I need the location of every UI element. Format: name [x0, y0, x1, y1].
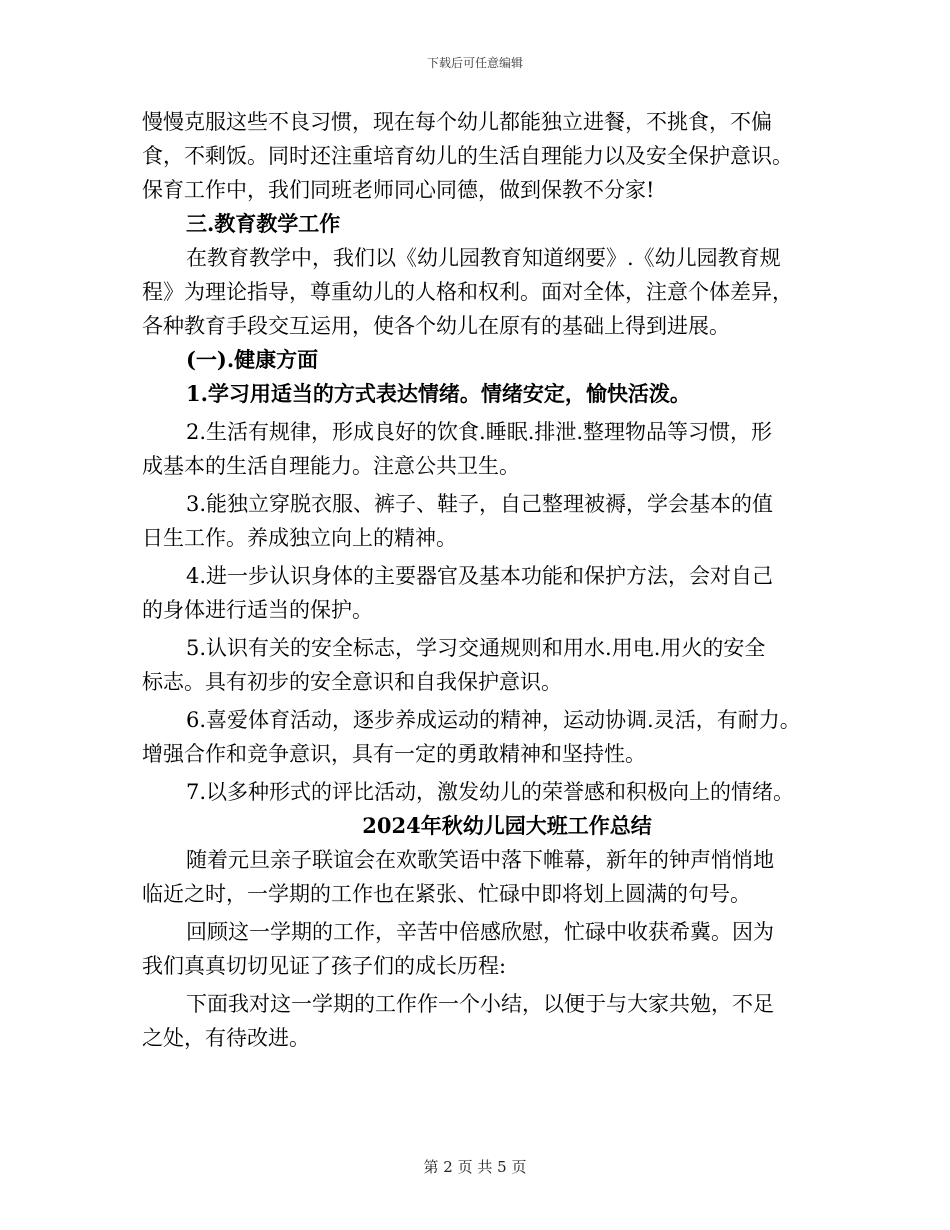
subsection-heading — [142, 343, 832, 377]
text-line: 回顾这一学期的工作，辛苦中倍感欣慰，忙碌中收获希冀。因为 — [186, 920, 774, 944]
text-line: 在教育教学中，我们以《幼儿园教育知道纲要》.《幼儿园教育规 — [186, 246, 781, 270]
text-line: 保育工作中，我们同班老师同心同德，做到保教不分家! — [142, 178, 655, 202]
list-item — [142, 487, 832, 555]
text-line: 下面我对这一学期的工作作一个小结，以便于与大家共勉，不足 — [186, 992, 774, 1016]
paragraph — [142, 843, 832, 911]
paragraph — [142, 987, 832, 1055]
paragraph — [142, 105, 832, 207]
text-line: 6.喜爱体育活动，逐步养成运动的精神，运动协调.灵活，有耐力。 — [186, 708, 801, 732]
list-item — [142, 631, 832, 699]
text-line: 7.以多种形式的评比活动，激发幼儿的荣誉感和积极向上的情绪。 — [186, 780, 795, 804]
text-line: 临近之时，一学期的工作也在紧张、忙碌中即将划上圆满的句号。 — [142, 882, 751, 906]
text-line: 的身体进行适当的保护。 — [142, 598, 373, 622]
text-line: 5.认识有关的安全标志，学习交通规则和用水.用电.用火的安全 — [186, 636, 766, 660]
text-line: 随着元旦亲子联谊会在欢歌笑语中落下帷幕，新年的钟声悄悄地 — [186, 848, 774, 872]
text-line: 增强合作和竞争意识，具有一定的勇敢精神和坚持性。 — [142, 742, 646, 766]
text-line: 我们真真切切见证了孩子们的成长历程: — [142, 954, 507, 978]
page-footer: 第 2 页 共 5 页 — [423, 1158, 527, 1176]
text-line: 各种教育手段交互运用，使各个幼儿在原有的基础上得到进展。 — [142, 314, 730, 338]
text-line: 标志。具有初步的安全意识和自我保护意识。 — [142, 670, 562, 694]
list-item — [142, 703, 832, 771]
text-line: 1.学习用适当的方式表达情绪。情绪安定，愉快活泼。 — [186, 381, 691, 406]
text-line: 3.能独立穿脱衣服、裤子、鞋子，自己整理被褥，学会基本的值 — [186, 492, 774, 516]
list-item — [142, 415, 832, 483]
text-line: 2.生活有规律，形成良好的饮食.睡眠.排泄.整理物品等习惯，形 — [186, 420, 773, 444]
text-line: (一).健康方面 — [186, 347, 319, 372]
text-line: 之处，有待改进。 — [142, 1026, 310, 1050]
text-line: 4.进一步认识身体的主要器官及基本功能和保护方法，会对自己 — [186, 564, 774, 588]
text-line: 慢慢克服这些不良习惯，现在每个幼儿都能独立进餐，不挑食，不偏 — [142, 110, 772, 134]
list-item — [142, 559, 832, 627]
text-line: 2024年秋幼儿园大班工作总结 — [362, 813, 652, 838]
document-title — [142, 809, 832, 843]
list-item — [142, 775, 832, 809]
paragraph — [142, 915, 832, 983]
section-heading — [142, 207, 832, 241]
text-line: 程》为理论指导，尊重幼儿的人格和权利。面对全体，注意个体差异， — [142, 280, 793, 304]
text-line: 食，不剩饭。同时还注重培育幼儿的生活自理能力以及安全保护意识。 — [142, 144, 793, 168]
page-header: 下载后可任意编辑 — [426, 56, 523, 70]
text-line: 日生工作。养成独立向上的精神。 — [142, 526, 457, 550]
paragraph — [142, 241, 832, 343]
list-item-heading — [142, 377, 832, 411]
text-line: 成基本的生活自理能力。注意公共卫生。 — [142, 454, 520, 478]
document-body — [142, 105, 832, 1055]
text-line: 三.教育教学工作 — [186, 211, 341, 236]
